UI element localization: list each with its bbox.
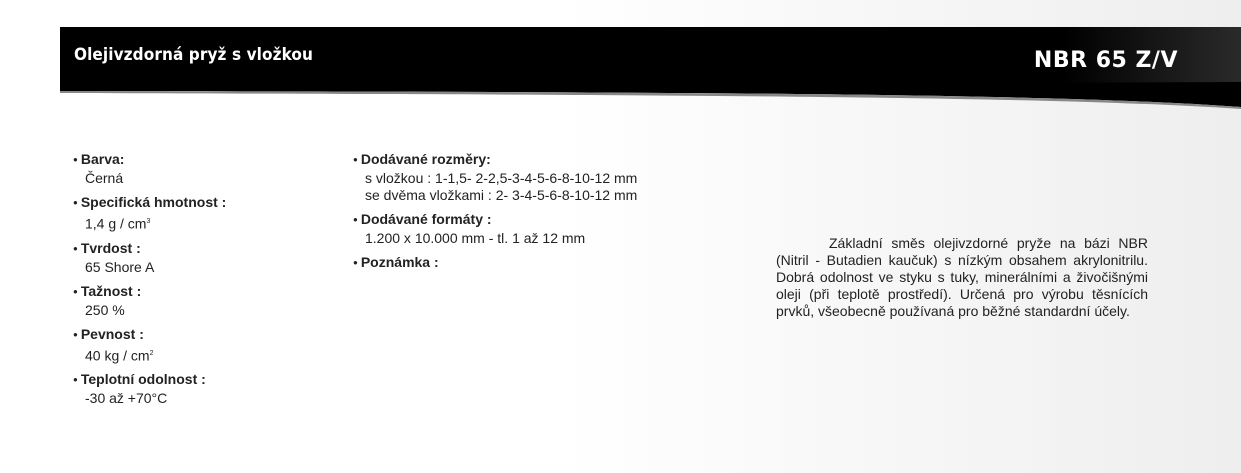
bullet-icon: ● — [73, 243, 78, 253]
spec-value: s vložkou : 1-1,5- 2-2,5-3-4-5-6-8-10-12 mm — [365, 170, 638, 186]
spec-value: 250 % — [85, 301, 125, 318]
product-code: NBR 65 Z/V — [1033, 48, 1178, 73]
spec-value: 65 Shore A — [85, 258, 155, 275]
spec-label: Tažnost : — [80, 282, 142, 299]
spec-value: 1,4 g / cm — [85, 215, 147, 232]
spec-value: 40 kg / cm — [85, 347, 150, 364]
properties-left-column — [73, 151, 333, 414]
spec-value: Černá — [85, 170, 124, 186]
bullet-icon: ● — [353, 215, 358, 224]
spec-color — [73, 151, 333, 187]
bullet-icon: ● — [73, 329, 78, 339]
bullet-icon: ● — [73, 375, 78, 385]
header-banner — [60, 27, 1241, 86]
bullet-icon: ● — [353, 258, 358, 267]
header-swoosh-decoration — [60, 82, 1241, 112]
spec-label: Pevnost : — [80, 325, 144, 342]
spec-label: Poznámka : — [360, 254, 439, 270]
bullet-icon: ● — [73, 155, 78, 164]
spec-value: 1.200 x 10.000 mm - tl. 1 až 12 mm — [365, 230, 586, 246]
page-title: Olejivzdorná pryž s vložkou — [74, 45, 314, 65]
spec-label: Barva: — [80, 151, 125, 167]
spec-value: se dvěma vložkami : 2- 3-4-5-6-8-10-12 mm — [365, 187, 638, 203]
spec-hardness — [73, 240, 333, 276]
unit-superscript: 3 — [146, 218, 151, 225]
spec-label: Teplotní odolnost : — [80, 371, 206, 388]
spec-label: Dodávané formáty : — [360, 211, 492, 227]
spec-label: Specifická hmotnost : — [80, 194, 227, 210]
spec-density — [73, 194, 333, 233]
spec-temperature — [73, 371, 333, 407]
properties-right-column — [353, 151, 753, 280]
bullet-icon: ● — [353, 155, 358, 164]
spec-value: -30 až +70°C — [85, 390, 168, 407]
spec-note — [353, 254, 753, 273]
spec-label: Tvrdost : — [80, 239, 141, 256]
spec-label: Dodávané rozměry: — [360, 151, 491, 167]
spec-formats — [353, 211, 753, 247]
bullet-icon: ● — [73, 198, 78, 207]
bullet-icon: ● — [73, 286, 78, 296]
spec-dimensions — [353, 151, 753, 204]
unit-superscript: 2 — [149, 349, 154, 357]
spec-strength — [73, 326, 333, 365]
spec-elongation — [73, 283, 333, 319]
product-description: Základní směs olejivzdorné pryže na bázi NBR (Nitril - Butadien kaučuk) s nízkým obsahem akrylonitrilu. Dobrá odolnost ve styku s tuky, minerálními a živočišnými oleji (při teplotě prostředí). Určená pro výrobu těsnících prvků, všeobecně používaná pro běžné standardní účely. — [776, 235, 1148, 319]
